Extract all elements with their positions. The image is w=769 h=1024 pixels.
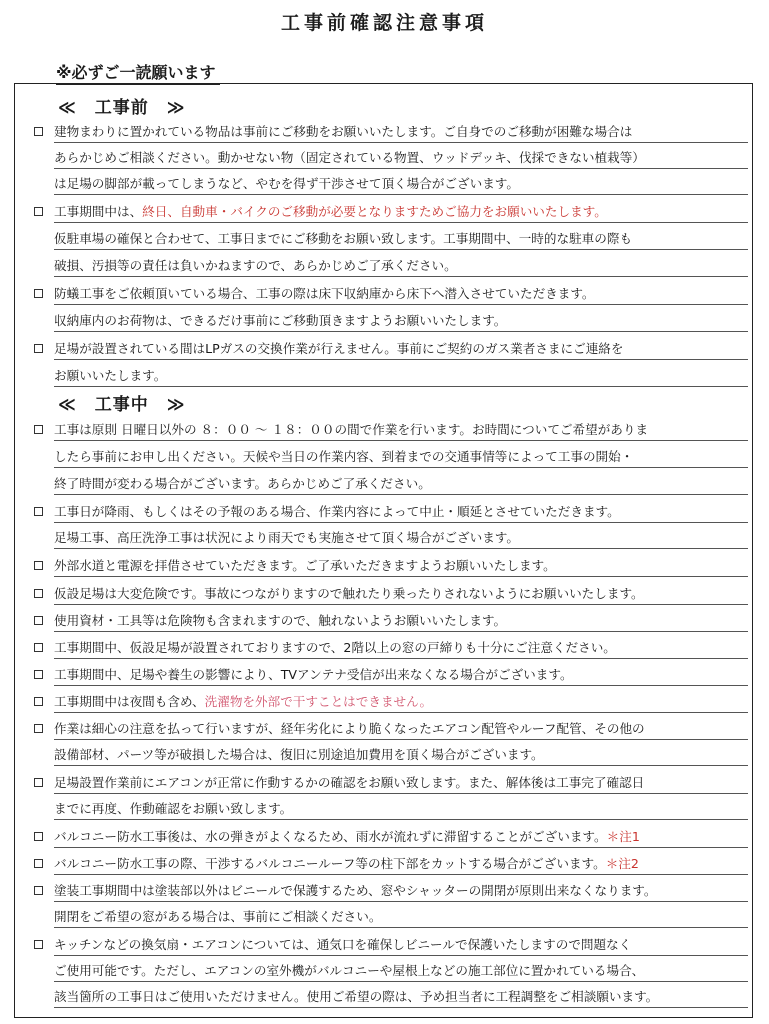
checkbox[interactable] <box>34 778 43 787</box>
item-line <box>54 202 748 223</box>
highlighted-text: 洗濯物を外部で干すことはできません。 <box>204 694 433 709</box>
item-line: 建物まわりに置かれている物品は事前にご移動をお願いいたします。ご自身でのご移動が困難な場合は <box>54 122 748 143</box>
list-item <box>0 202 769 228</box>
item-line: したら事前にお申し出ください。天候や当日の作業内容、到着までの交通事情等によって工事の開始・ <box>54 447 748 468</box>
highlighted-text: 終日、自動車・バイクのご移動が必要となりますためご協力をお願いいたします。 <box>142 204 607 219</box>
item-line: までに再度、作動確認をお願い致します。 <box>54 799 748 820</box>
list-item <box>0 584 769 610</box>
list-item-continuation <box>0 961 769 987</box>
checkbox[interactable] <box>34 697 43 706</box>
item-line: 開閉をご希望の窓がある場合は、事前にご相談ください。 <box>54 907 748 928</box>
item-line: ご使用可能です。ただし、エアコンの室外機がバルコニーや屋根上などの施工部位に置かれている場合、 <box>54 961 748 982</box>
list-item-continuation <box>0 366 769 392</box>
list-item <box>0 935 769 961</box>
item-line: 工事期間中、仮設足場が設置されておりますので、2階以上の窓の戸締りも十分にご注意ください。 <box>54 638 748 659</box>
item-line: 防蟻工事をご依頼頂いている場合、工事の際は床下収納庫から床下へ潜入させていただきます。 <box>54 284 748 305</box>
list-item <box>0 284 769 310</box>
note-marker: ＊注2 <box>605 856 639 871</box>
item-line: は足場の脚部が載ってしまうなど、やむを得ず干渉させて頂く場合がございます。 <box>54 174 748 195</box>
checkbox[interactable] <box>34 344 43 353</box>
item-line: 該当箇所の工事日はご使用いただけません。使用ご希望の際は、予め担当者に工程調整をご相談願います。 <box>54 987 748 1008</box>
item-text: 工事期間中は夜間も含め、 <box>54 694 205 709</box>
note-marker: ＊注1 <box>606 829 640 844</box>
checkbox[interactable] <box>34 832 43 841</box>
list-item-continuation <box>0 799 769 825</box>
item-line: 工事日が降雨、もしくはその予報のある場合、作業内容によって中止・順延とさせていただきます。 <box>54 502 748 523</box>
item-text: バルコニー防水工事後は、水の弾きがよくなるため、雨水が流れずに滞留することがございます。 <box>54 829 607 844</box>
item-text: バルコニー防水工事の際、干渉するバルコニールーフ等の柱下部をカットする場合がございます。 <box>54 856 606 871</box>
list-item-continuation <box>0 907 769 933</box>
subtitle: ※必ずご一読願います <box>56 60 220 85</box>
item-line: お願いいたします。 <box>54 366 748 387</box>
section-heading-before: ≪ 工事前 ≫ <box>58 98 186 118</box>
list-item <box>0 719 769 745</box>
list-item <box>0 122 769 148</box>
section-heading-during: ≪ 工事中 ≫ <box>58 395 186 415</box>
checkbox[interactable] <box>34 425 43 434</box>
item-line: 足場が設置されている間はLPガスの交換作業が行えません。事前にご契約のガス業者さまにご連絡を <box>54 339 748 360</box>
list-item-continuation <box>0 745 769 771</box>
checkbox[interactable] <box>34 561 43 570</box>
list-item-continuation <box>0 987 769 1013</box>
item-line: 足場工事、高圧洗浄工事は状況により雨天でも実施させて頂く場合がございます。 <box>54 528 748 549</box>
item-line <box>54 692 748 713</box>
item-line: 工事は原則 日曜日以外の ８：００ ～ １８：００の間で作業を行います。お時間についてご希望がありま <box>54 420 748 441</box>
item-line: 仮駐車場の確保と合わせて、工事日までにご移動をお願い致します。工事期間中、一時的な駐車の際も <box>54 229 748 250</box>
item-line: あらかじめご相談ください。動かせない物（固定されている物置、ウッドデッキ、伐採できない植栽等） <box>54 148 748 169</box>
checkbox[interactable] <box>34 886 43 895</box>
item-line <box>54 854 748 875</box>
checkbox[interactable] <box>34 859 43 868</box>
item-line: キッチンなどの換気扇・エアコンについては、通気口を確保しビニールで保護いたしますので問題なく <box>54 935 748 956</box>
checkbox[interactable] <box>34 724 43 733</box>
checkbox[interactable] <box>34 127 43 136</box>
list-item-continuation <box>0 311 769 337</box>
item-line <box>54 827 748 848</box>
page-title: 工事前確認注意事項 <box>280 12 488 34</box>
list-item-continuation <box>0 229 769 255</box>
list-item-continuation <box>0 474 769 500</box>
item-line: 塗装工事期間中は塗装部以外はビニールで保護するため、窓やシャッターの開閉が原則出来なくなります。 <box>54 881 748 902</box>
checkbox[interactable] <box>34 670 43 679</box>
item-line: 終了時間が変わる場合がございます。あらかじめご了承ください。 <box>54 474 748 495</box>
item-line: 工事期間中、足場や養生の影響により、TVアンテナ受信が出来なくなる場合がございます。 <box>54 665 748 686</box>
list-item-continuation <box>0 528 769 554</box>
item-line: 仮設足場は大変危険です。事故につながりますので触れたり乗ったりされないようにお願いいたします。 <box>54 584 748 605</box>
list-item-continuation <box>0 256 769 282</box>
list-item <box>0 665 769 691</box>
list-item <box>0 881 769 907</box>
checkbox[interactable] <box>34 589 43 598</box>
list-item <box>0 854 769 880</box>
item-line: 使用資材・工具等は危険物も含まれますので、触れないようお願いいたします。 <box>54 611 748 632</box>
list-item <box>0 611 769 637</box>
item-line: 設備部材、パーツ等が破損した場合は、復旧に別途追加費用を頂く場合がございます。 <box>54 745 748 766</box>
item-line: 収納庫内のお荷物は、できるだけ事前にご移動頂きますようお願いいたします。 <box>54 311 748 332</box>
list-item-continuation <box>0 447 769 473</box>
list-item-continuation <box>0 174 769 200</box>
checkbox[interactable] <box>34 207 43 216</box>
checkbox[interactable] <box>34 940 43 949</box>
item-line: 足場設置作業前にエアコンが正常に作動するかの確認をお願い致します。また、解体後は工事完了確認日 <box>54 773 748 794</box>
list-item <box>0 638 769 664</box>
item-text: 工事期間中は、 <box>54 204 143 219</box>
item-line: 外部水道と電源を拝借させていただきます。ご了承いただきますようお願いいたします。 <box>54 556 748 577</box>
list-item <box>0 502 769 528</box>
list-item <box>0 420 769 446</box>
item-line: 作業は細心の注意を払って行いますが、経年劣化により脆くなったエアコン配管やルーフ配管、その他の <box>54 719 748 740</box>
checkbox[interactable] <box>34 643 43 652</box>
list-item <box>0 339 769 365</box>
checkbox[interactable] <box>34 616 43 625</box>
list-item <box>0 556 769 582</box>
list-item <box>0 692 769 718</box>
checkbox[interactable] <box>34 507 43 516</box>
list-item <box>0 827 769 853</box>
list-item <box>0 773 769 799</box>
checkbox[interactable] <box>34 289 43 298</box>
list-item-continuation <box>0 148 769 174</box>
item-line: 破損、汚損等の責任は負いかねますので、あらかじめご了承ください。 <box>54 256 748 277</box>
